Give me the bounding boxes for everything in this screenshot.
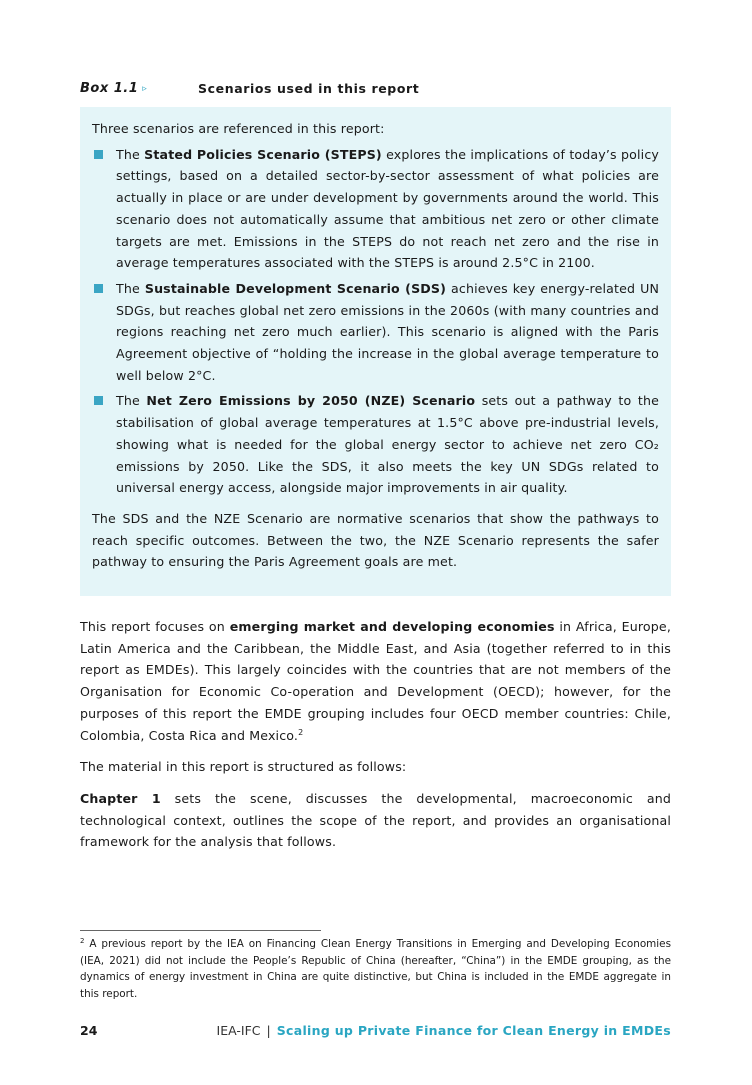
square-bullet-icon	[94, 150, 103, 159]
page-number: 24	[80, 1023, 98, 1038]
scenario-name: Sustainable Development Scenario (SDS)	[144, 280, 447, 296]
scenario-item-sds: The Sustainable Development Scenario (SDS) achieves key energy-related UN SDGs, but reaches global net zero emissions in the 2060s (with many countries and regions reaching net zero much earlier). This scenario is aligned with the Paris Agreement objective of “holding the increase in the global average temperature to well below 2°C.	[92, 278, 659, 387]
scenario-item-nze: The Net Zero Emissions by 2050 (NZE) Scenario sets out a pathway to the stabilisation of global average temperatures at 1.5°C above pre-industrial levels, showing what is needed for the global energy sector to achieve net zero CO₂ emissions by 2050. Like the SDS, it also meets the key UN SDGs related to universal energy access, alongside major improvements in air quality.	[92, 390, 659, 499]
footnote-divider	[80, 930, 321, 931]
paragraph-focus: This report focuses on emerging market and developing economies in Africa, Europe, Latin America and the Caribbean, the Middle East, and Asia (together referred to in this report as EMDEs). This largely coincides with the countries that are not members of the Organisation for Economic Co-operation and Development (OECD); however, for the purposes of this report the EMDE grouping includes four OECD member countries: Chile, Colombia, Costa Rica and Mexico.$^2$	[80, 619, 671, 743]
scenario-item-steps: The Stated Policies Scenario (STEPS) explores the implications of today’s policy settings, based on a detailed sector-by-sector assessment of what policies are actually in place or are under development by governments around the world. This scenario does not automatically assume that ambitious net zero or other climate targets are met. Emissions in the STEPS do not reach net zero and the rise in average temperatures associated with the STEPS is around 2.5°C in 2100.	[92, 144, 659, 274]
box-outro: The SDS and the NZE Scenario are normative scenarios that show the pathways to reach specific outcomes. Between the two, the NZE Scenario represents the safer pathway to ensuring the Paris Agreement goals are met.	[92, 510, 659, 570]
page-footer	[80, 1022, 671, 1040]
footer-report-title: Scaling up Private Finance for Clean Energy in EMDEs	[276, 1023, 671, 1038]
footnote-number: 2	[80, 937, 85, 945]
body-text	[80, 616, 671, 863]
box-title	[80, 80, 672, 98]
paragraph-chapter-1: Chapter 1 sets the scene, discusses the developmental, macroeconomic and technological context, outlines the scope of the report, and provides an organisational framework for the analysis that follows.	[80, 790, 671, 850]
footer-right	[217, 1022, 671, 1040]
scenario-name: Net Zero Emissions by 2050 (NZE) Scenario	[146, 393, 476, 409]
box-arrow-icon: ▹	[142, 84, 147, 94]
square-bullet-icon	[94, 396, 103, 405]
scenario-name: Stated Policies Scenario (STEPS)	[144, 146, 382, 162]
paragraph-structure: The material in this report is structured as follows:	[80, 759, 407, 775]
box-number: Box 1.1	[80, 81, 139, 96]
footer-separator: |	[266, 1023, 271, 1038]
square-bullet-icon	[94, 284, 103, 293]
box-heading: Scenarios used in this report	[198, 81, 420, 96]
scenarios-box	[80, 107, 671, 596]
footer-org: IEA-IFC	[216, 1023, 261, 1038]
footnote: $^2$ A previous report by the IEA on Financing Clean Energy Transitions in Emerging and Developing Economies (IEA, 2021) did not include the People’s Republic of China (hereafter, “China”) in the EMDE grouping, as the dynamics of energy investment in China are quite distinctive, but China is included in the EMDE aggregate in this report.	[80, 937, 671, 1000]
box-intro: Three scenarios are referenced in this report:	[92, 121, 385, 136]
footnote-reference[interactable]: 2	[298, 727, 304, 737]
scenario-list	[92, 144, 659, 499]
